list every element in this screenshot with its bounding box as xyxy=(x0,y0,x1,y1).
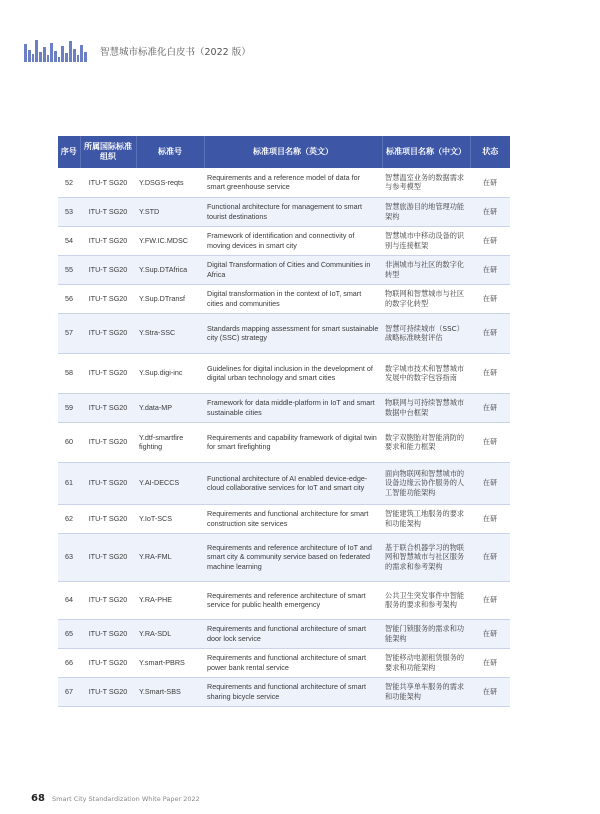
cell-org: ITU-T SG20 xyxy=(80,619,136,648)
col-header-no: 序号 xyxy=(58,136,80,168)
cell-no: 61 xyxy=(58,462,80,504)
cell-zh: 智慧城市中移动设备的识别与连接框架 xyxy=(382,226,470,255)
cell-status: 在研 xyxy=(470,226,510,255)
cell-no: 59 xyxy=(58,393,80,422)
table-row xyxy=(58,533,510,581)
cell-en: Requirements and functional architecture of smart power bank rental service xyxy=(204,648,382,677)
skyline-logo-icon xyxy=(24,40,90,62)
table-header-row xyxy=(58,136,510,168)
cell-no: 53 xyxy=(58,197,80,226)
table-row xyxy=(58,197,510,226)
table-row xyxy=(58,581,510,619)
cell-zh: 非洲城市与社区的数字化转型 xyxy=(382,255,470,284)
col-header-status: 状态 xyxy=(470,136,510,168)
col-header-zh: 标准项目名称（中文） xyxy=(382,136,470,168)
table-row xyxy=(58,313,510,353)
cell-zh: 数字城市技术和智慧城市发展中的数字包容指南 xyxy=(382,353,470,393)
cell-no: 55 xyxy=(58,255,80,284)
cell-code: Y.RA-PHE xyxy=(136,581,204,619)
cell-status: 在研 xyxy=(470,353,510,393)
cell-org: ITU-T SG20 xyxy=(80,504,136,533)
table-row xyxy=(58,504,510,533)
cell-en: Requirements and a reference model of data for smart greenhouse service xyxy=(204,168,382,197)
cell-zh: 智能门锁服务的需求和功能架构 xyxy=(382,619,470,648)
cell-status: 在研 xyxy=(470,619,510,648)
cell-code: Y.Stra-SSC xyxy=(136,313,204,353)
footer-title: Smart City Standardization White Paper 2022 xyxy=(52,795,200,803)
table-row xyxy=(58,284,510,313)
cell-org: ITU-T SG20 xyxy=(80,533,136,581)
cell-zh: 物联网与可持续智慧城市数据中台框架 xyxy=(382,393,470,422)
cell-code: Y.smart-PBRS xyxy=(136,648,204,677)
cell-no: 58 xyxy=(58,353,80,393)
cell-code: Y.FW.IC.MDSC xyxy=(136,226,204,255)
cell-en: Digital transformation in the context of IoT, smart cities and communities xyxy=(204,284,382,313)
cell-zh: 面向物联网和智慧城市的设备边缘云协作服务的人工智能功能架构 xyxy=(382,462,470,504)
cell-no: 63 xyxy=(58,533,80,581)
cell-org: ITU-T SG20 xyxy=(80,255,136,284)
cell-org: ITU-T SG20 xyxy=(80,462,136,504)
cell-zh: 智慧可持续城市（SSC）战略标准映射评估 xyxy=(382,313,470,353)
cell-code: Y.IoT-SCS xyxy=(136,504,204,533)
cell-no: 60 xyxy=(58,422,80,462)
cell-code: Y.RA-SDL xyxy=(136,619,204,648)
cell-org: ITU-T SG20 xyxy=(80,677,136,706)
standards-table xyxy=(58,136,510,707)
cell-org: ITU-T SG20 xyxy=(80,313,136,353)
page-number: 68 xyxy=(31,793,45,804)
cell-status: 在研 xyxy=(470,581,510,619)
cell-no: 67 xyxy=(58,677,80,706)
cell-org: ITU-T SG20 xyxy=(80,422,136,462)
cell-en: Standards mapping assessment for smart sustainable city (SSC) strategy xyxy=(204,313,382,353)
cell-code: Y.dtf-smartfire fighting xyxy=(136,422,204,462)
table-row xyxy=(58,648,510,677)
cell-zh: 智慧温室业务的数据需求与参考模型 xyxy=(382,168,470,197)
table-row xyxy=(58,226,510,255)
col-header-code: 标准号 xyxy=(136,136,204,168)
table-row xyxy=(58,393,510,422)
cell-code: Y.Sup.digi-inc xyxy=(136,353,204,393)
cell-no: 57 xyxy=(58,313,80,353)
cell-org: ITU-T SG20 xyxy=(80,393,136,422)
cell-en: Functional architecture for management to smart tourist destinations xyxy=(204,197,382,226)
cell-code: Y.DSGS-reqts xyxy=(136,168,204,197)
cell-org: ITU-T SG20 xyxy=(80,226,136,255)
cell-en: Requirements and functional architecture of smart sharing bicycle service xyxy=(204,677,382,706)
cell-status: 在研 xyxy=(470,648,510,677)
table-row xyxy=(58,353,510,393)
cell-en: Framework for data middle-platform in IoT and smart sustainable cities xyxy=(204,393,382,422)
cell-en: Requirements and reference architecture of IoT and smart city & community service based on federated machine learning xyxy=(204,533,382,581)
cell-en: Requirements and reference architecture of smart service for public health emergency xyxy=(204,581,382,619)
cell-en: Digital Transformation of Cities and Communities in Africa xyxy=(204,255,382,284)
cell-code: Y.Smart-SBS xyxy=(136,677,204,706)
table-row xyxy=(58,677,510,706)
table-row xyxy=(58,255,510,284)
cell-en: Requirements and capability framework of digital twin for smart firefighting xyxy=(204,422,382,462)
cell-status: 在研 xyxy=(470,313,510,353)
cell-en: Requirements and functional architecture for smart construction site services xyxy=(204,504,382,533)
table-row xyxy=(58,619,510,648)
cell-org: ITU-T SG20 xyxy=(80,353,136,393)
cell-zh: 智能共享单车服务的需求和功能架构 xyxy=(382,677,470,706)
cell-zh: 数字双胞胎对智能消防的要求和能力框架 xyxy=(382,422,470,462)
cell-status: 在研 xyxy=(470,255,510,284)
cell-zh: 基于联合机器学习的物联网和智慧城市与社区服务的需求和参考架构 xyxy=(382,533,470,581)
cell-code: Y.STD xyxy=(136,197,204,226)
cell-org: ITU-T SG20 xyxy=(80,168,136,197)
cell-org: ITU-T SG20 xyxy=(80,284,136,313)
cell-status: 在研 xyxy=(470,393,510,422)
cell-zh: 智慧旅游目的地管理功能架构 xyxy=(382,197,470,226)
cell-code: Y.AI-DECCS xyxy=(136,462,204,504)
cell-code: Y.RA-FML xyxy=(136,533,204,581)
cell-org: ITU-T SG20 xyxy=(80,581,136,619)
cell-code: Y.Sup.DTAfrica xyxy=(136,255,204,284)
cell-en: Functional architecture of AI enabled device-edge-cloud collaborative services for IoT and smart city xyxy=(204,462,382,504)
cell-status: 在研 xyxy=(470,422,510,462)
cell-status: 在研 xyxy=(470,533,510,581)
cell-code: Y.Sup.DTransf xyxy=(136,284,204,313)
cell-zh: 智能移动电源租赁服务的要求和功能架构 xyxy=(382,648,470,677)
running-header-title: 智慧城市标准化白皮书（2022 版） xyxy=(100,47,251,58)
col-header-en: 标准项目名称（英文） xyxy=(204,136,382,168)
table-row xyxy=(58,168,510,197)
cell-status: 在研 xyxy=(470,462,510,504)
cell-en: Requirements and functional architecture of smart door lock service xyxy=(204,619,382,648)
cell-no: 65 xyxy=(58,619,80,648)
cell-status: 在研 xyxy=(470,168,510,197)
cell-no: 62 xyxy=(58,504,80,533)
cell-no: 52 xyxy=(58,168,80,197)
cell-en: Framework of identification and connectivity of moving devices in smart city xyxy=(204,226,382,255)
cell-org: ITU-T SG20 xyxy=(80,648,136,677)
cell-no: 56 xyxy=(58,284,80,313)
cell-status: 在研 xyxy=(470,504,510,533)
cell-no: 66 xyxy=(58,648,80,677)
cell-no: 64 xyxy=(58,581,80,619)
cell-status: 在研 xyxy=(470,284,510,313)
cell-org: ITU-T SG20 xyxy=(80,197,136,226)
table-row xyxy=(58,422,510,462)
cell-status: 在研 xyxy=(470,197,510,226)
col-header-org: 所属国际标准组织 xyxy=(80,136,136,168)
cell-zh: 公共卫生突发事件中智能服务的要求和参考架构 xyxy=(382,581,470,619)
table-row xyxy=(58,462,510,504)
cell-zh: 物联网和智慧城市与社区的数字化转型 xyxy=(382,284,470,313)
cell-code: Y.data-MP xyxy=(136,393,204,422)
cell-zh: 智能建筑工地服务的要求和功能架构 xyxy=(382,504,470,533)
cell-no: 54 xyxy=(58,226,80,255)
cell-status: 在研 xyxy=(470,677,510,706)
cell-en: Guidelines for digital inclusion in the development of digital urban technology and smart cities xyxy=(204,353,382,393)
